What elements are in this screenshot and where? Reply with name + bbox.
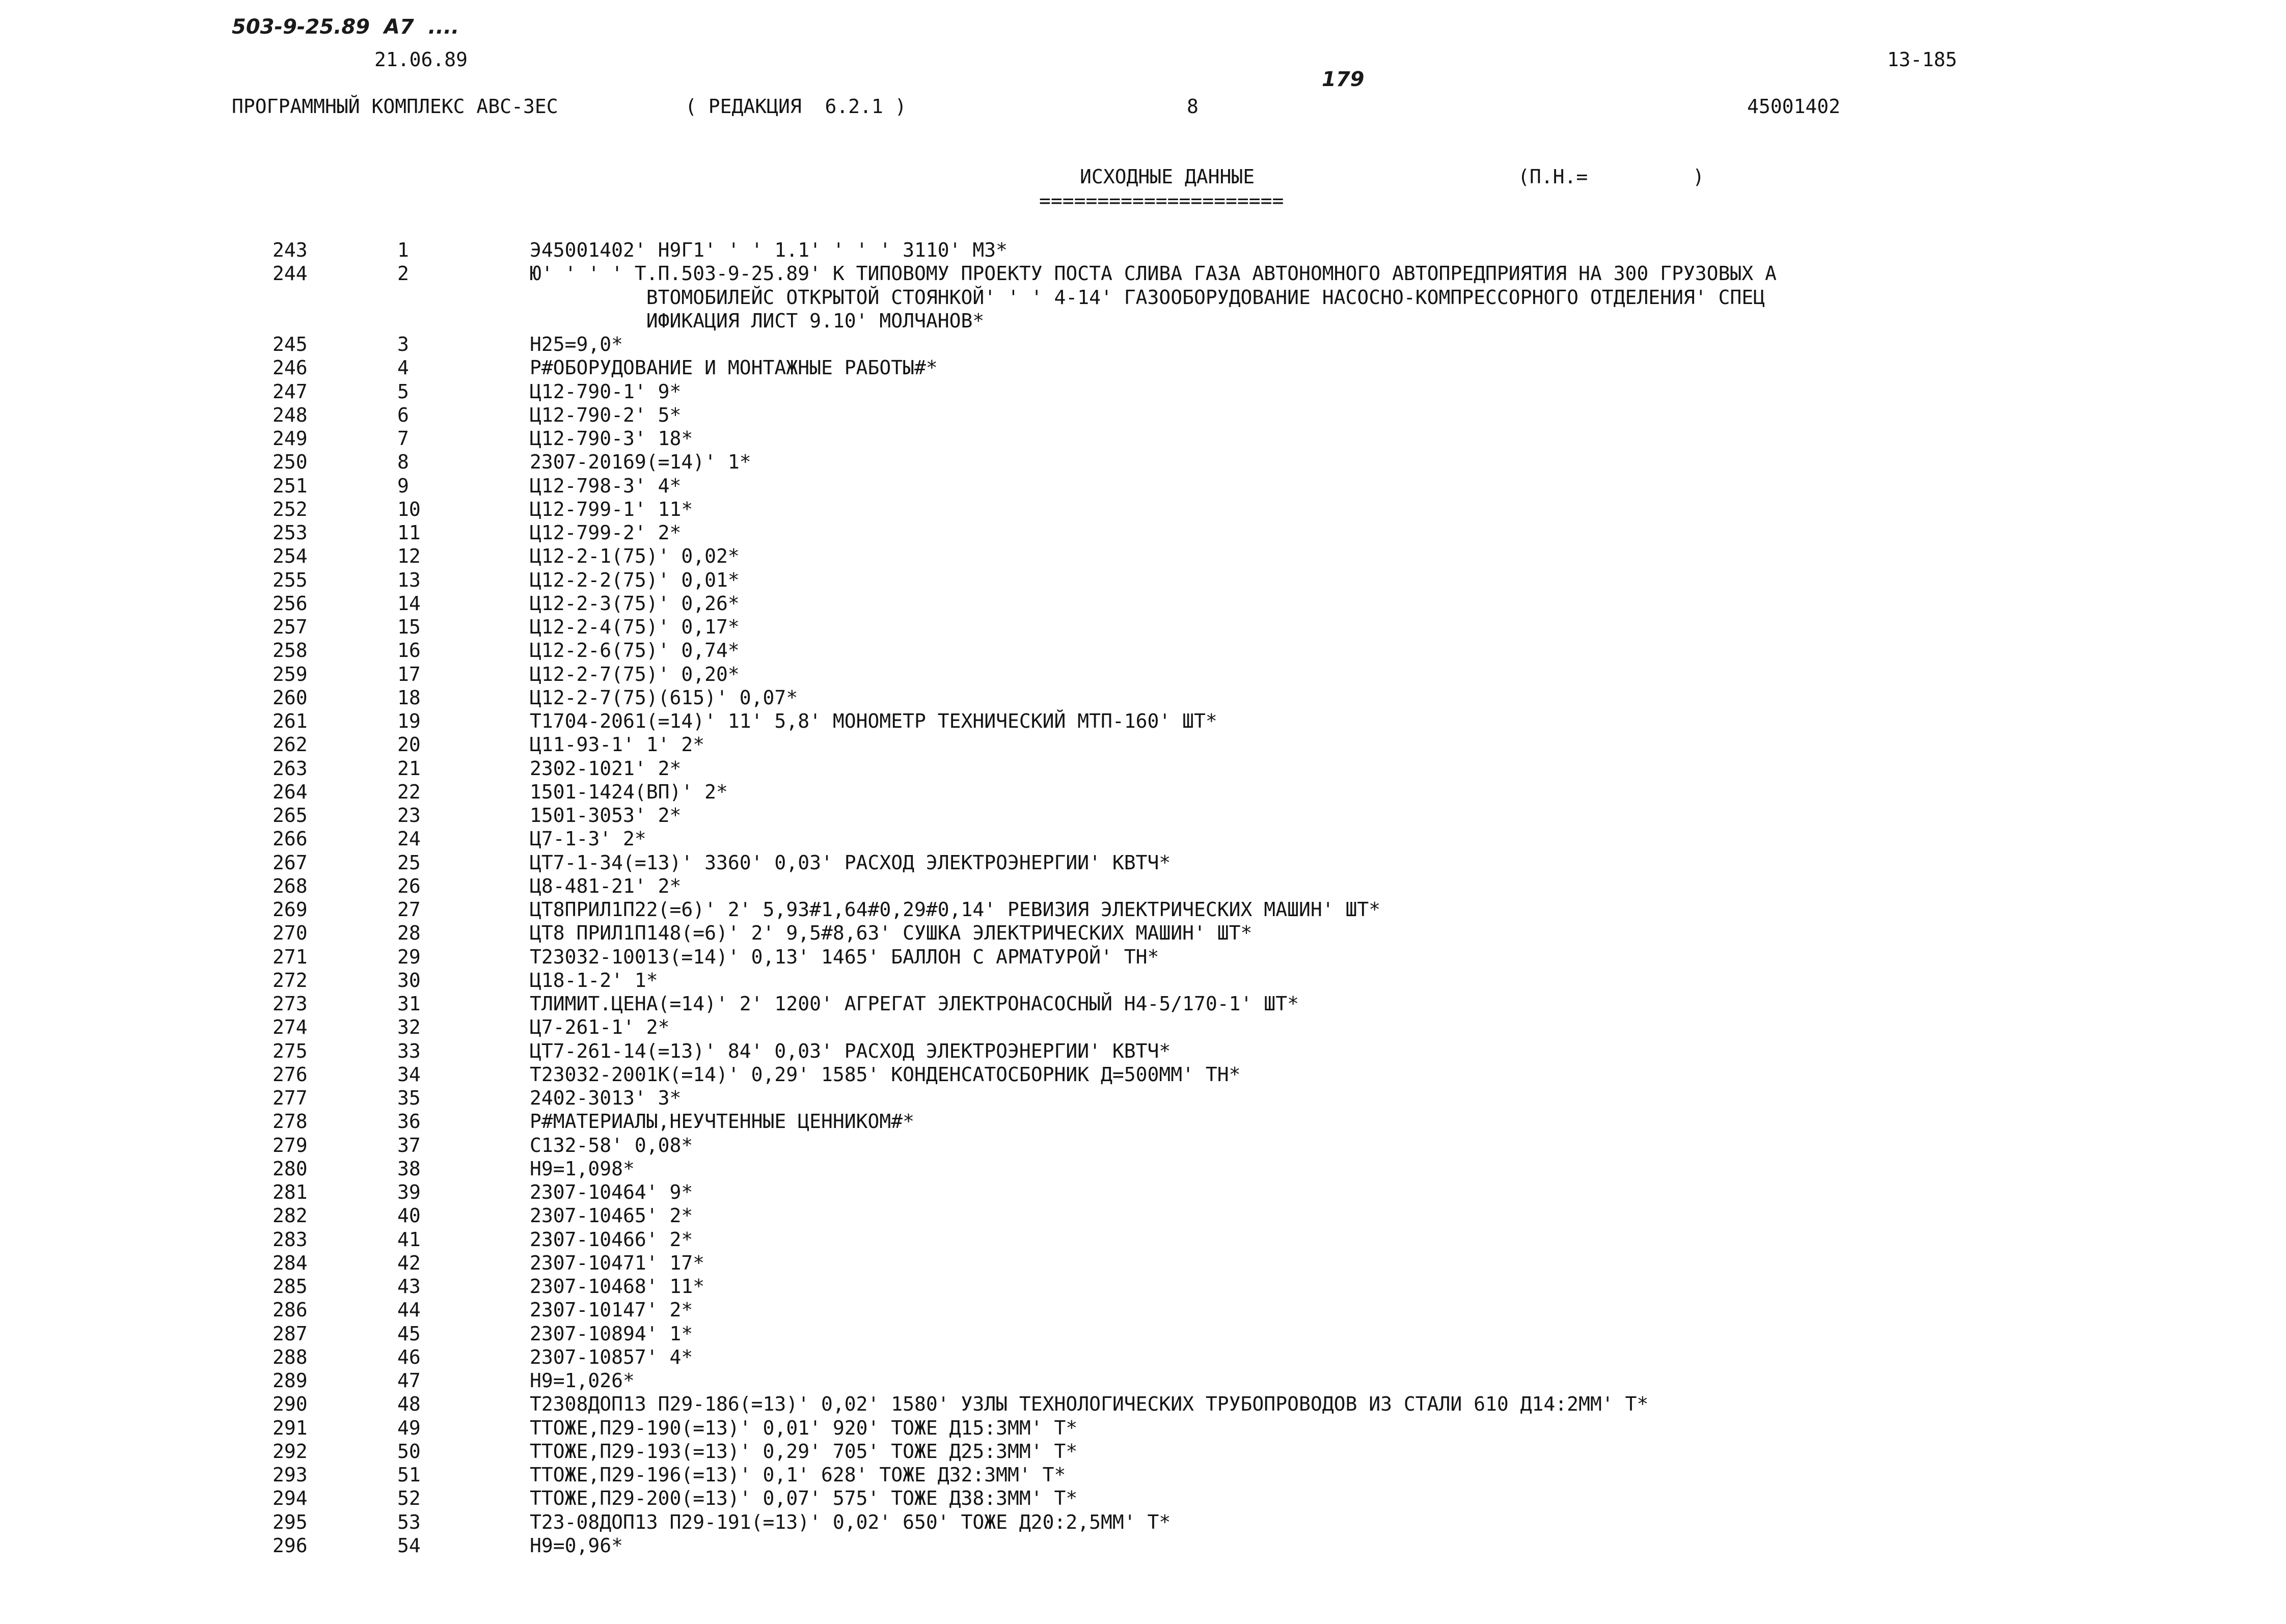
record-text: Т2308ДОП13 П29-186(=13)' 0,02' 1580' УЗЛЫ ТЕХНОЛОГИЧЕСКИХ ТРУБОПРОВОДОВ ИЗ СТАЛИ 610 Д14:2ММ' Т* [530, 1393, 1649, 1416]
record-number: 54 [397, 1534, 421, 1557]
record-number: 16 [397, 639, 421, 662]
record-text: Р#ОБОРУДОВАНИЕ И МОНТАЖНЫЕ РАБОТЫ#* [530, 356, 938, 379]
record-number: 39 [397, 1181, 421, 1203]
record-number: 30 [397, 969, 421, 992]
line-number: 275 [273, 1039, 308, 1062]
record-text: ЦТ8ПРИЛ1П22(=6)' 2' 5,93#1,64#0,29#0,14' РЕВИЗИЯ ЭЛЕКТРИЧЕСКИХ МАШИН' ШТ* [530, 898, 1381, 921]
record-number: 1 [397, 239, 409, 261]
record-text: 2302-1021' 2* [530, 757, 682, 780]
line-number: 295 [273, 1510, 308, 1533]
line-number: 283 [273, 1228, 308, 1251]
line-number: 276 [273, 1063, 308, 1086]
record-number: 33 [397, 1039, 421, 1062]
line-number: 278 [273, 1110, 308, 1133]
record-number: 28 [397, 922, 421, 945]
document-date: 21.06.89 [374, 48, 468, 71]
line-number: 291 [273, 1416, 308, 1439]
line-number: 281 [273, 1181, 308, 1203]
record-text: Ц12-799-2' 2* [530, 521, 682, 544]
line-number: 261 [273, 710, 308, 732]
record-number: 24 [397, 828, 421, 850]
line-number: 286 [273, 1299, 308, 1322]
record-text: ЦТ7-1-34(=13)' 3360' 0,03' РАСХОД ЭЛЕКТРОЭНЕРГИИ' КВТЧ* [530, 851, 1171, 874]
line-number: 260 [273, 686, 308, 709]
record-text: Ц12-799-1' 11* [530, 498, 693, 520]
record-number: 2 [397, 262, 409, 285]
section-title: ИСХОДНЫЕ ДАННЫЕ [1080, 166, 1255, 188]
record-number: 12 [397, 545, 421, 568]
record-text: 2307-10894' 1* [530, 1322, 693, 1345]
document-code: 45001402 [1747, 95, 1841, 118]
page-number: 8 [1187, 95, 1199, 118]
record-number: 31 [397, 993, 421, 1015]
line-number: 264 [273, 780, 308, 803]
record-text: Т23-08ДОП13 П29-191(=13)' 0,02' 650' ТОЖЕ Д20:2,5ММ' Т* [530, 1510, 1171, 1533]
line-number: 265 [273, 804, 308, 827]
record-text: Т23032-10013(=14)' 0,13' 1465' БАЛЛОН С АРМАТУРОЙ' ТН* [530, 945, 1159, 968]
record-text: Ц7-261-1' 2* [530, 1016, 670, 1039]
record-text: Ц12-2-2(75)' 0,01* [530, 568, 740, 591]
record-text: ТТОЖЕ,П29-190(=13)' 0,01' 920' ТОЖЕ Д15:3ММ' Т* [530, 1416, 1078, 1439]
record-number: 3 [397, 333, 409, 355]
line-number: 269 [273, 898, 308, 921]
record-text: ТТОЖЕ,П29-200(=13)' 0,07' 575' ТОЖЕ Д38:3ММ' Т* [530, 1487, 1078, 1510]
record-number: 41 [397, 1228, 421, 1251]
record-number: 7 [397, 427, 409, 450]
record-number: 53 [397, 1510, 421, 1533]
record-text: Ц12-2-6(75)' 0,74* [530, 639, 740, 662]
record-number: 10 [397, 498, 421, 520]
record-text: Н25=9,0* [530, 333, 623, 355]
record-text: 2402-3013' 3* [530, 1087, 682, 1109]
line-number: 245 [273, 333, 308, 355]
line-number: 296 [273, 1534, 308, 1557]
record-number: 50 [397, 1440, 421, 1463]
record-text: Ц12-790-1' 9* [530, 380, 682, 403]
record-text: Ц12-2-3(75)' 0,26* [530, 592, 740, 615]
record-text: Ц12-2-7(75)' 0,20* [530, 663, 740, 685]
line-number: 254 [273, 545, 308, 568]
line-number: 255 [273, 568, 308, 591]
record-text: 2307-10147' 2* [530, 1299, 693, 1322]
record-text: Ц7-1-3' 2* [530, 828, 646, 850]
record-text: Ц12-2-4(75)' 0,17* [530, 616, 740, 638]
record-text: 2307-10468' 11* [530, 1275, 705, 1298]
record-number: 49 [397, 1416, 421, 1439]
handwritten-reference: 503-9-25.89 А7 .... [232, 15, 459, 39]
line-number: 285 [273, 1275, 308, 1298]
record-number: 40 [397, 1204, 421, 1227]
record-text: Ц8-481-21' 2* [530, 874, 682, 897]
line-number: 292 [273, 1440, 308, 1463]
record-number: 51 [397, 1464, 421, 1486]
record-number: 29 [397, 945, 421, 968]
line-number: 247 [273, 380, 308, 403]
record-number: 26 [397, 874, 421, 897]
record-text: Т23032-2001К(=14)' 0,29' 1585' КОНДЕНСАТОСБОРНИК Д=500ММ' ТН* [530, 1063, 1241, 1086]
record-number: 47 [397, 1369, 421, 1392]
record-text: ТТОЖЕ,П29-196(=13)' 0,1' 628' ТОЖЕ Д32:3ММ' Т* [530, 1464, 1066, 1486]
record-number: 18 [397, 686, 421, 709]
record-text: 2307-10471' 17* [530, 1251, 705, 1274]
line-number: 259 [273, 663, 308, 685]
record-number: 46 [397, 1345, 421, 1368]
record-number: 21 [397, 757, 421, 780]
line-number: 267 [273, 851, 308, 874]
record-number: 5 [397, 380, 409, 403]
line-number: 288 [273, 1345, 308, 1368]
record-text: Ю' ' ' ' Т.П.503-9-25.89' К ТИПОВОМУ ПРОЕКТУ ПОСТА СЛИВА ГАЗА АВТОНОМНОГО АВТОПРЕДПРИЯТИЯ НА 300 ГРУЗОВЫХ А [530, 262, 1777, 285]
pn-field: (П.Н.= ) [1518, 166, 1705, 188]
line-number: 294 [273, 1487, 308, 1510]
record-number: 13 [397, 568, 421, 591]
record-number: 14 [397, 592, 421, 615]
record-number: 19 [397, 710, 421, 732]
record-number: 25 [397, 851, 421, 874]
record-number: 37 [397, 1134, 421, 1157]
record-text: Э45001402' Н9Г1' ' ' 1.1' ' ' ' 3110' М3* [530, 239, 1008, 261]
line-number: 246 [273, 356, 308, 379]
record-text: Т1704-2061(=14)' 11' 5,8' МОНОМЕТР ТЕХНИЧЕСКИЙ МТП-160' ШТ* [530, 710, 1217, 732]
record-number: 8 [397, 451, 409, 474]
record-number: 45 [397, 1322, 421, 1345]
line-number: 290 [273, 1393, 308, 1416]
record-text: Ц12-790-3' 18* [530, 427, 693, 450]
revision-label: ( РЕДАКЦИЯ 6.2.1 ) [685, 95, 907, 118]
record-text: 1501-1424(ВП)' 2* [530, 780, 728, 803]
line-number: 262 [273, 733, 308, 756]
record-text: 2307-20169(=14)' 1* [530, 451, 751, 474]
line-number: 268 [273, 874, 308, 897]
line-number: 280 [273, 1157, 308, 1180]
sheet-reference: 13-185 [1887, 48, 1957, 71]
record-number: 35 [397, 1087, 421, 1109]
line-number: 293 [273, 1464, 308, 1486]
record-number: 36 [397, 1110, 421, 1133]
record-text: Р#МАТЕРИАЛЫ,НЕУЧТЕННЫЕ ЦЕННИКОМ#* [530, 1110, 914, 1133]
line-number: 251 [273, 474, 308, 497]
line-number: 271 [273, 945, 308, 968]
record-number: 48 [397, 1393, 421, 1416]
line-number: 257 [273, 616, 308, 638]
record-text: Н9=1,026* [530, 1369, 635, 1392]
record-text: ВТОМОБИЛЕЙС ОТКРЫТОЙ СТОЯНКОЙ' ' ' 4-14' ГАЗООБОРУДОВАНИЕ НАСОСНО-КОМПРЕССОРНОГО ОТДЕЛЕНИЯ' СПЕЦ [530, 286, 1765, 309]
line-number: 287 [273, 1322, 308, 1345]
record-number: 52 [397, 1487, 421, 1510]
record-text: Ц12-2-7(75)(615)' 0,07* [530, 686, 798, 709]
record-text: Ц12-2-1(75)' 0,02* [530, 545, 740, 568]
record-text: Н9=1,098* [530, 1157, 635, 1180]
stamp-number: 179 [1322, 68, 1365, 91]
record-number: 17 [397, 663, 421, 685]
record-text: ИФИКАЦИЯ ЛИСТ 9.10' МОЛЧАНОВ* [530, 309, 985, 332]
line-number: 266 [273, 828, 308, 850]
line-number: 250 [273, 451, 308, 474]
record-number: 43 [397, 1275, 421, 1298]
record-text: Ц12-798-3' 4* [530, 474, 682, 497]
line-number: 248 [273, 403, 308, 426]
line-number: 282 [273, 1204, 308, 1227]
line-number: 256 [273, 592, 308, 615]
record-text: ЦТ8 ПРИЛ1П148(=6)' 2' 9,5#8,63' СУШКА ЭЛЕКТРИЧЕСКИХ МАШИН' ШТ* [530, 922, 1253, 945]
record-number: 34 [397, 1063, 421, 1086]
line-number: 277 [273, 1087, 308, 1109]
record-number: 15 [397, 616, 421, 638]
record-number: 38 [397, 1157, 421, 1180]
record-number: 20 [397, 733, 421, 756]
record-text: 2307-10464' 9* [530, 1181, 693, 1203]
line-number: 284 [273, 1251, 308, 1274]
record-text: Ц11-93-1' 1' 2* [530, 733, 705, 756]
record-number: 6 [397, 403, 409, 426]
record-text: ТЛИМИТ.ЦЕНА(=14)' 2' 1200' АГРЕГАТ ЭЛЕКТРОНАСОСНЫЙ Н4-5/170-1' ШТ* [530, 993, 1299, 1015]
line-number: 253 [273, 521, 308, 544]
record-number: 23 [397, 804, 421, 827]
record-text: 1501-3053' 2* [530, 804, 682, 827]
line-number: 263 [273, 757, 308, 780]
record-number: 42 [397, 1251, 421, 1274]
record-text: Ц12-790-2' 5* [530, 403, 682, 426]
record-text: ТТОЖЕ,П29-193(=13)' 0,29' 705' ТОЖЕ Д25:3ММ' Т* [530, 1440, 1078, 1463]
line-number: 274 [273, 1016, 308, 1039]
line-number: 270 [273, 922, 308, 945]
record-text: 2307-10466' 2* [530, 1228, 693, 1251]
record-number: 9 [397, 474, 409, 497]
record-number: 22 [397, 780, 421, 803]
record-number: 44 [397, 1299, 421, 1322]
line-number: 249 [273, 427, 308, 450]
record-number: 32 [397, 1016, 421, 1039]
section-underline: ===================== [1039, 189, 1284, 212]
line-number: 279 [273, 1134, 308, 1157]
line-number: 244 [273, 262, 308, 285]
record-text: ЦТ7-261-14(=13)' 84' 0,03' РАСХОД ЭЛЕКТРОЭНЕРГИИ' КВТЧ* [530, 1039, 1171, 1062]
record-text: Н9=0,96* [530, 1534, 623, 1557]
line-number: 243 [273, 239, 308, 261]
line-number: 258 [273, 639, 308, 662]
line-number: 273 [273, 993, 308, 1015]
record-number: 4 [397, 356, 409, 379]
record-number: 11 [397, 521, 421, 544]
record-text: 2307-10857' 4* [530, 1345, 693, 1368]
line-number: 252 [273, 498, 308, 520]
line-number: 272 [273, 969, 308, 992]
line-number: 289 [273, 1369, 308, 1392]
record-number: 27 [397, 898, 421, 921]
program-name: ПРОГРАММНЫЙ КОМПЛЕКС АВС-3ЕС [232, 95, 558, 118]
record-text: 2307-10465' 2* [530, 1204, 693, 1227]
record-text: С132-58' 0,08* [530, 1134, 693, 1157]
record-text: Ц18-1-2' 1* [530, 969, 658, 992]
